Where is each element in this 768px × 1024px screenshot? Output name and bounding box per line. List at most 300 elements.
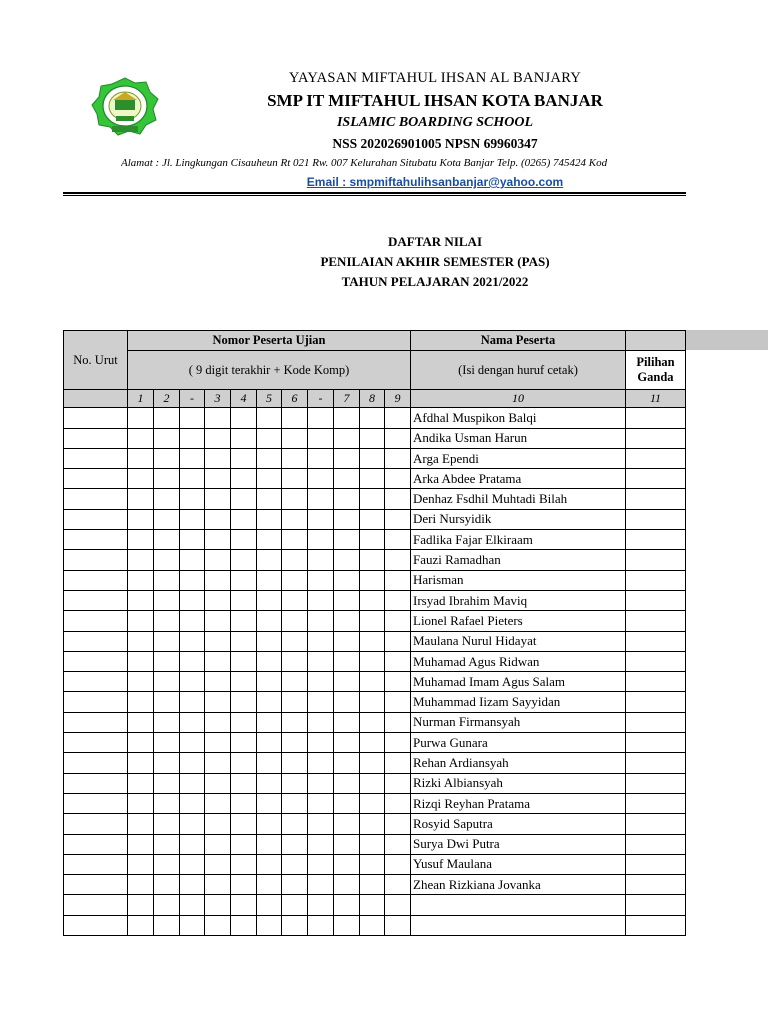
digit-cell[interactable] xyxy=(180,753,205,773)
digit-cell[interactable] xyxy=(334,570,360,590)
digit-cell[interactable] xyxy=(334,875,360,895)
digit-cell[interactable] xyxy=(308,428,334,448)
digit-cell[interactable] xyxy=(205,712,231,732)
digit-cell[interactable] xyxy=(282,550,308,570)
no-urut-cell[interactable] xyxy=(64,631,128,651)
digit-cell[interactable] xyxy=(231,834,257,854)
no-urut-cell[interactable] xyxy=(64,854,128,874)
digit-cell[interactable] xyxy=(231,733,257,753)
digit-cell[interactable] xyxy=(385,611,411,631)
digit-cell[interactable] xyxy=(231,651,257,671)
digit-cell[interactable] xyxy=(205,489,231,509)
digit-cell[interactable] xyxy=(334,915,360,935)
pilihan-ganda-score-cell[interactable] xyxy=(626,915,686,935)
digit-cell[interactable] xyxy=(360,814,385,834)
digit-cell[interactable] xyxy=(205,895,231,915)
digit-cell[interactable] xyxy=(385,428,411,448)
digit-cell[interactable] xyxy=(231,469,257,489)
digit-cell[interactable] xyxy=(385,733,411,753)
pilihan-ganda-score-cell[interactable] xyxy=(626,793,686,813)
digit-cell[interactable] xyxy=(257,854,282,874)
digit-cell[interactable] xyxy=(180,550,205,570)
digit-cell[interactable] xyxy=(334,408,360,428)
digit-cell[interactable] xyxy=(128,530,154,550)
digit-cell[interactable] xyxy=(205,651,231,671)
no-urut-cell[interactable] xyxy=(64,651,128,671)
digit-cell[interactable] xyxy=(154,428,180,448)
digit-cell[interactable] xyxy=(257,550,282,570)
digit-cell[interactable] xyxy=(180,672,205,692)
no-urut-cell[interactable] xyxy=(64,793,128,813)
digit-cell[interactable] xyxy=(257,834,282,854)
digit-cell[interactable] xyxy=(205,469,231,489)
digit-cell[interactable] xyxy=(205,611,231,631)
pilihan-ganda-score-cell[interactable] xyxy=(626,631,686,651)
digit-cell[interactable] xyxy=(257,408,282,428)
digit-cell[interactable] xyxy=(385,793,411,813)
digit-cell[interactable] xyxy=(257,753,282,773)
digit-cell[interactable] xyxy=(282,875,308,895)
digit-cell[interactable] xyxy=(231,692,257,712)
digit-cell[interactable] xyxy=(205,793,231,813)
digit-cell[interactable] xyxy=(154,590,180,610)
digit-cell[interactable] xyxy=(205,530,231,550)
no-urut-cell[interactable] xyxy=(64,875,128,895)
digit-cell[interactable] xyxy=(360,469,385,489)
no-urut-cell[interactable] xyxy=(64,489,128,509)
digit-cell[interactable] xyxy=(128,834,154,854)
digit-cell[interactable] xyxy=(308,773,334,793)
digit-cell[interactable] xyxy=(180,915,205,935)
no-urut-cell[interactable] xyxy=(64,834,128,854)
digit-cell[interactable] xyxy=(282,530,308,550)
digit-cell[interactable] xyxy=(180,692,205,712)
digit-cell[interactable] xyxy=(257,773,282,793)
digit-cell[interactable] xyxy=(128,793,154,813)
digit-cell[interactable] xyxy=(385,651,411,671)
digit-cell[interactable] xyxy=(205,509,231,529)
digit-cell[interactable] xyxy=(334,753,360,773)
digit-cell[interactable] xyxy=(154,875,180,895)
digit-cell[interactable] xyxy=(128,408,154,428)
digit-cell[interactable] xyxy=(385,753,411,773)
digit-cell[interactable] xyxy=(128,631,154,651)
digit-cell[interactable] xyxy=(360,712,385,732)
digit-cell[interactable] xyxy=(308,814,334,834)
digit-cell[interactable] xyxy=(205,448,231,468)
digit-cell[interactable] xyxy=(360,631,385,651)
pilihan-ganda-score-cell[interactable] xyxy=(626,428,686,448)
digit-cell[interactable] xyxy=(180,651,205,671)
digit-cell[interactable] xyxy=(308,611,334,631)
digit-cell[interactable] xyxy=(205,773,231,793)
digit-cell[interactable] xyxy=(180,570,205,590)
digit-cell[interactable] xyxy=(180,814,205,834)
no-urut-cell[interactable] xyxy=(64,550,128,570)
digit-cell[interactable] xyxy=(308,530,334,550)
digit-cell[interactable] xyxy=(385,875,411,895)
pilihan-ganda-score-cell[interactable] xyxy=(626,469,686,489)
digit-cell[interactable] xyxy=(205,692,231,712)
digit-cell[interactable] xyxy=(257,489,282,509)
digit-cell[interactable] xyxy=(385,692,411,712)
digit-cell[interactable] xyxy=(128,692,154,712)
digit-cell[interactable] xyxy=(385,672,411,692)
digit-cell[interactable] xyxy=(334,793,360,813)
digit-cell[interactable] xyxy=(360,590,385,610)
no-urut-cell[interactable] xyxy=(64,590,128,610)
digit-cell[interactable] xyxy=(154,550,180,570)
digit-cell[interactable] xyxy=(180,773,205,793)
digit-cell[interactable] xyxy=(154,530,180,550)
digit-cell[interactable] xyxy=(334,631,360,651)
digit-cell[interactable] xyxy=(385,530,411,550)
digit-cell[interactable] xyxy=(334,692,360,712)
digit-cell[interactable] xyxy=(128,509,154,529)
digit-cell[interactable] xyxy=(231,611,257,631)
digit-cell[interactable] xyxy=(231,448,257,468)
digit-cell[interactable] xyxy=(231,550,257,570)
digit-cell[interactable] xyxy=(180,895,205,915)
digit-cell[interactable] xyxy=(334,489,360,509)
digit-cell[interactable] xyxy=(205,814,231,834)
digit-cell[interactable] xyxy=(282,915,308,935)
digit-cell[interactable] xyxy=(308,915,334,935)
digit-cell[interactable] xyxy=(128,550,154,570)
digit-cell[interactable] xyxy=(231,530,257,550)
digit-cell[interactable] xyxy=(308,834,334,854)
digit-cell[interactable] xyxy=(205,408,231,428)
digit-cell[interactable] xyxy=(231,672,257,692)
digit-cell[interactable] xyxy=(128,915,154,935)
digit-cell[interactable] xyxy=(308,753,334,773)
digit-cell[interactable] xyxy=(282,773,308,793)
digit-cell[interactable] xyxy=(282,570,308,590)
digit-cell[interactable] xyxy=(282,672,308,692)
email-link[interactable]: Email : smpmiftahulihsanbanjar@yahoo.com xyxy=(306,175,564,189)
digit-cell[interactable] xyxy=(257,875,282,895)
digit-cell[interactable] xyxy=(154,651,180,671)
digit-cell[interactable] xyxy=(282,611,308,631)
digit-cell[interactable] xyxy=(360,570,385,590)
pilihan-ganda-score-cell[interactable] xyxy=(626,692,686,712)
no-urut-cell[interactable] xyxy=(64,530,128,550)
digit-cell[interactable] xyxy=(257,895,282,915)
digit-cell[interactable] xyxy=(308,793,334,813)
digit-cell[interactable] xyxy=(257,590,282,610)
pilihan-ganda-score-cell[interactable] xyxy=(626,733,686,753)
digit-cell[interactable] xyxy=(154,509,180,529)
digit-cell[interactable] xyxy=(128,895,154,915)
digit-cell[interactable] xyxy=(128,672,154,692)
digit-cell[interactable] xyxy=(308,733,334,753)
digit-cell[interactable] xyxy=(308,631,334,651)
digit-cell[interactable] xyxy=(308,448,334,468)
digit-cell[interactable] xyxy=(180,489,205,509)
digit-cell[interactable] xyxy=(154,834,180,854)
digit-cell[interactable] xyxy=(360,692,385,712)
no-urut-cell[interactable] xyxy=(64,448,128,468)
no-urut-cell[interactable] xyxy=(64,570,128,590)
pilihan-ganda-score-cell[interactable] xyxy=(626,570,686,590)
digit-cell[interactable] xyxy=(231,489,257,509)
digit-cell[interactable] xyxy=(154,611,180,631)
digit-cell[interactable] xyxy=(180,834,205,854)
digit-cell[interactable] xyxy=(257,469,282,489)
no-urut-cell[interactable] xyxy=(64,773,128,793)
digit-cell[interactable] xyxy=(360,530,385,550)
digit-cell[interactable] xyxy=(360,733,385,753)
digit-cell[interactable] xyxy=(231,773,257,793)
digit-cell[interactable] xyxy=(334,611,360,631)
digit-cell[interactable] xyxy=(180,712,205,732)
digit-cell[interactable] xyxy=(308,570,334,590)
digit-cell[interactable] xyxy=(154,448,180,468)
digit-cell[interactable] xyxy=(257,692,282,712)
digit-cell[interactable] xyxy=(282,895,308,915)
digit-cell[interactable] xyxy=(231,712,257,732)
digit-cell[interactable] xyxy=(180,733,205,753)
digit-cell[interactable] xyxy=(154,773,180,793)
digit-cell[interactable] xyxy=(180,469,205,489)
digit-cell[interactable] xyxy=(128,875,154,895)
digit-cell[interactable] xyxy=(334,550,360,570)
pilihan-ganda-score-cell[interactable] xyxy=(626,590,686,610)
digit-cell[interactable] xyxy=(308,875,334,895)
pilihan-ganda-score-cell[interactable] xyxy=(626,875,686,895)
digit-cell[interactable] xyxy=(282,489,308,509)
pilihan-ganda-score-cell[interactable] xyxy=(626,489,686,509)
digit-cell[interactable] xyxy=(282,428,308,448)
digit-cell[interactable] xyxy=(334,733,360,753)
digit-cell[interactable] xyxy=(128,590,154,610)
digit-cell[interactable] xyxy=(128,448,154,468)
digit-cell[interactable] xyxy=(385,631,411,651)
digit-cell[interactable] xyxy=(154,753,180,773)
no-urut-cell[interactable] xyxy=(64,814,128,834)
digit-cell[interactable] xyxy=(282,469,308,489)
pilihan-ganda-score-cell[interactable] xyxy=(626,611,686,631)
digit-cell[interactable] xyxy=(205,631,231,651)
digit-cell[interactable] xyxy=(154,672,180,692)
no-urut-cell[interactable] xyxy=(64,408,128,428)
digit-cell[interactable] xyxy=(180,530,205,550)
no-urut-cell[interactable] xyxy=(64,733,128,753)
digit-cell[interactable] xyxy=(308,489,334,509)
digit-cell[interactable] xyxy=(360,793,385,813)
digit-cell[interactable] xyxy=(154,814,180,834)
digit-cell[interactable] xyxy=(360,509,385,529)
digit-cell[interactable] xyxy=(385,915,411,935)
pilihan-ganda-score-cell[interactable] xyxy=(626,814,686,834)
pilihan-ganda-score-cell[interactable] xyxy=(626,854,686,874)
digit-cell[interactable] xyxy=(154,793,180,813)
digit-cell[interactable] xyxy=(231,854,257,874)
pilihan-ganda-score-cell[interactable] xyxy=(626,895,686,915)
digit-cell[interactable] xyxy=(205,875,231,895)
digit-cell[interactable] xyxy=(334,712,360,732)
digit-cell[interactable] xyxy=(360,489,385,509)
digit-cell[interactable] xyxy=(308,550,334,570)
digit-cell[interactable] xyxy=(154,733,180,753)
digit-cell[interactable] xyxy=(334,773,360,793)
digit-cell[interactable] xyxy=(308,712,334,732)
digit-cell[interactable] xyxy=(231,915,257,935)
digit-cell[interactable] xyxy=(360,651,385,671)
digit-cell[interactable] xyxy=(257,814,282,834)
digit-cell[interactable] xyxy=(154,408,180,428)
digit-cell[interactable] xyxy=(257,509,282,529)
digit-cell[interactable] xyxy=(180,428,205,448)
digit-cell[interactable] xyxy=(128,733,154,753)
digit-cell[interactable] xyxy=(385,469,411,489)
digit-cell[interactable] xyxy=(128,428,154,448)
digit-cell[interactable] xyxy=(282,692,308,712)
no-urut-cell[interactable] xyxy=(64,509,128,529)
digit-cell[interactable] xyxy=(360,611,385,631)
pilihan-ganda-score-cell[interactable] xyxy=(626,550,686,570)
digit-cell[interactable] xyxy=(334,530,360,550)
digit-cell[interactable] xyxy=(128,570,154,590)
digit-cell[interactable] xyxy=(360,895,385,915)
digit-cell[interactable] xyxy=(360,773,385,793)
digit-cell[interactable] xyxy=(334,834,360,854)
digit-cell[interactable] xyxy=(385,814,411,834)
digit-cell[interactable] xyxy=(360,854,385,874)
digit-cell[interactable] xyxy=(128,773,154,793)
pilihan-ganda-score-cell[interactable] xyxy=(626,651,686,671)
digit-cell[interactable] xyxy=(308,651,334,671)
no-urut-cell[interactable] xyxy=(64,428,128,448)
digit-cell[interactable] xyxy=(360,672,385,692)
digit-cell[interactable] xyxy=(128,469,154,489)
pilihan-ganda-score-cell[interactable] xyxy=(626,408,686,428)
digit-cell[interactable] xyxy=(282,590,308,610)
digit-cell[interactable] xyxy=(180,408,205,428)
digit-cell[interactable] xyxy=(282,631,308,651)
digit-cell[interactable] xyxy=(385,854,411,874)
no-urut-cell[interactable] xyxy=(64,611,128,631)
digit-cell[interactable] xyxy=(154,570,180,590)
digit-cell[interactable] xyxy=(154,854,180,874)
digit-cell[interactable] xyxy=(385,448,411,468)
digit-cell[interactable] xyxy=(282,408,308,428)
digit-cell[interactable] xyxy=(308,854,334,874)
digit-cell[interactable] xyxy=(180,611,205,631)
digit-cell[interactable] xyxy=(385,489,411,509)
digit-cell[interactable] xyxy=(282,712,308,732)
digit-cell[interactable] xyxy=(205,570,231,590)
digit-cell[interactable] xyxy=(257,793,282,813)
digit-cell[interactable] xyxy=(360,875,385,895)
no-urut-cell[interactable] xyxy=(64,712,128,732)
digit-cell[interactable] xyxy=(257,428,282,448)
digit-cell[interactable] xyxy=(360,428,385,448)
pilihan-ganda-score-cell[interactable] xyxy=(626,834,686,854)
pilihan-ganda-score-cell[interactable] xyxy=(626,712,686,732)
no-urut-cell[interactable] xyxy=(64,672,128,692)
digit-cell[interactable] xyxy=(180,448,205,468)
digit-cell[interactable] xyxy=(385,834,411,854)
digit-cell[interactable] xyxy=(282,733,308,753)
digit-cell[interactable] xyxy=(180,509,205,529)
digit-cell[interactable] xyxy=(154,895,180,915)
digit-cell[interactable] xyxy=(360,448,385,468)
digit-cell[interactable] xyxy=(308,590,334,610)
digit-cell[interactable] xyxy=(282,448,308,468)
digit-cell[interactable] xyxy=(205,550,231,570)
digit-cell[interactable] xyxy=(154,692,180,712)
digit-cell[interactable] xyxy=(205,733,231,753)
digit-cell[interactable] xyxy=(282,793,308,813)
digit-cell[interactable] xyxy=(360,408,385,428)
digit-cell[interactable] xyxy=(282,651,308,671)
digit-cell[interactable] xyxy=(128,611,154,631)
digit-cell[interactable] xyxy=(360,550,385,570)
digit-cell[interactable] xyxy=(180,854,205,874)
school-email[interactable] xyxy=(180,175,690,189)
digit-cell[interactable] xyxy=(257,915,282,935)
digit-cell[interactable] xyxy=(231,753,257,773)
digit-cell[interactable] xyxy=(308,408,334,428)
digit-cell[interactable] xyxy=(360,915,385,935)
digit-cell[interactable] xyxy=(334,509,360,529)
digit-cell[interactable] xyxy=(334,428,360,448)
pilihan-ganda-score-cell[interactable] xyxy=(626,509,686,529)
digit-cell[interactable] xyxy=(205,428,231,448)
digit-cell[interactable] xyxy=(257,448,282,468)
digit-cell[interactable] xyxy=(231,428,257,448)
digit-cell[interactable] xyxy=(334,814,360,834)
digit-cell[interactable] xyxy=(205,753,231,773)
digit-cell[interactable] xyxy=(128,814,154,834)
digit-cell[interactable] xyxy=(205,854,231,874)
digit-cell[interactable] xyxy=(334,448,360,468)
digit-cell[interactable] xyxy=(154,489,180,509)
digit-cell[interactable] xyxy=(128,753,154,773)
digit-cell[interactable] xyxy=(257,611,282,631)
digit-cell[interactable] xyxy=(257,651,282,671)
digit-cell[interactable] xyxy=(231,631,257,651)
digit-cell[interactable] xyxy=(154,915,180,935)
digit-cell[interactable] xyxy=(308,895,334,915)
digit-cell[interactable] xyxy=(308,509,334,529)
digit-cell[interactable] xyxy=(205,590,231,610)
digit-cell[interactable] xyxy=(334,469,360,489)
digit-cell[interactable] xyxy=(385,895,411,915)
digit-cell[interactable] xyxy=(385,712,411,732)
digit-cell[interactable] xyxy=(334,590,360,610)
digit-cell[interactable] xyxy=(385,550,411,570)
digit-cell[interactable] xyxy=(282,509,308,529)
digit-cell[interactable] xyxy=(257,631,282,651)
digit-cell[interactable] xyxy=(231,875,257,895)
digit-cell[interactable] xyxy=(128,489,154,509)
digit-cell[interactable] xyxy=(282,814,308,834)
digit-cell[interactable] xyxy=(231,509,257,529)
digit-cell[interactable] xyxy=(385,773,411,793)
digit-cell[interactable] xyxy=(231,570,257,590)
digit-cell[interactable] xyxy=(385,509,411,529)
digit-cell[interactable] xyxy=(385,408,411,428)
digit-cell[interactable] xyxy=(334,854,360,874)
digit-cell[interactable] xyxy=(257,733,282,753)
pilihan-ganda-score-cell[interactable] xyxy=(626,448,686,468)
digit-cell[interactable] xyxy=(257,570,282,590)
digit-cell[interactable] xyxy=(154,469,180,489)
pilihan-ganda-score-cell[interactable] xyxy=(626,753,686,773)
digit-cell[interactable] xyxy=(180,793,205,813)
